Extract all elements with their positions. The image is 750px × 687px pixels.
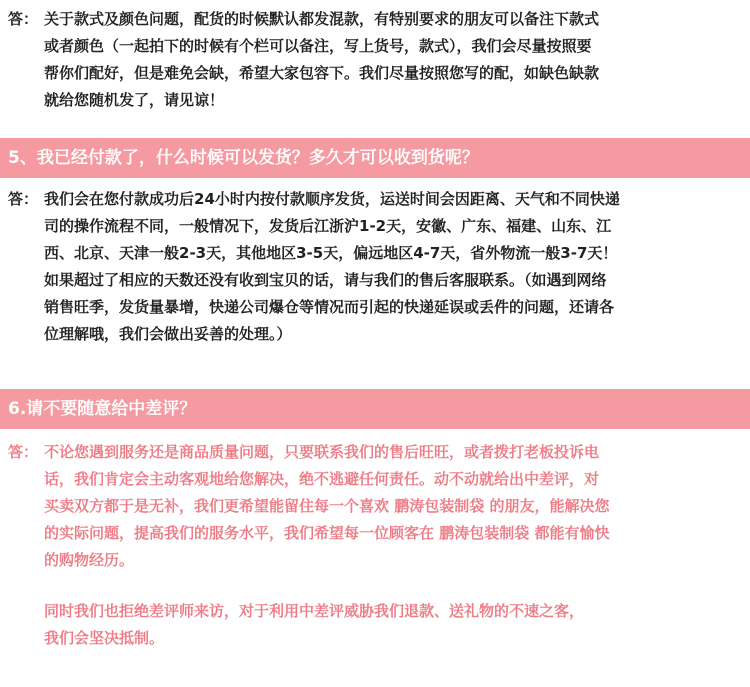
- question-6-title: 6.请不要随意给中差评？: [8, 399, 197, 419]
- answer-4-text: 关于款式及颜色问题，配货的时候默认都发混款，有特别要求的朋友可以备注下款式 或者颜色（一起拍下的时候有个栏可以备注，写上货号，款式），我们会尽量按照要 帮你们配好，但是难免会缺，希望大家包容下。我们尽量按照您写的配，如缺色缺款 就给您随机发了，请见谅！: [44, 10, 600, 109]
- answer-5: [0, 186, 750, 348]
- answer-5-text: 我们会在您付款成功后24小时内按付款顺序发货，运送时间会因距离、天气和不同快递 司的操作流程不同，一般情况下，发货后江浙沪1-2天，安徽、广东、福建、山东、江 西、北京、天津一般2-3天，其他地区3-5天，偏远地区4-7天，省外物流一般3-7天！ 如果超过了相应的天数还没有收到宝贝的话，请与我们的售后客服联系。（如遇到网络 销售旺季，发货量暴增，快递公司爆仓等情况而引起的快递延误或丢件的问题，还请各 位理解哦，我们会做出妥善的处理。）: [44, 190, 620, 343]
- answer-6-text: 不论您遇到服务还是商品质量问题，只要联系我们的售后旺旺，或者拨打老板投诉电 话，我们肯定会主动客观地给您解决，绝不逃避任何责任。动不动就给出中差评，对 买卖双方都于是无补，我们更希望能留住每一个喜欢 鹏涛包装制袋 的朋友，能解决您 的实际问题，提高我们的服务水平，我们希望每一位顾客在 鹏涛包装制袋 都能有愉快 的购物经历。: [44, 443, 610, 569]
- question-5-banner: [0, 138, 750, 178]
- question-6-banner: [0, 389, 750, 429]
- answer-4-label: 答：: [8, 10, 39, 28]
- answer-6-label: 答：: [8, 443, 39, 461]
- answer-4: [0, 6, 750, 114]
- answer-6: [0, 439, 750, 574]
- question-5-title: 5、我已经付款了，什么时候可以发货？多久才可以收到货呢？: [8, 148, 479, 168]
- answer-5-label: 答：: [8, 190, 39, 208]
- answer-6-extra: 同时我们也拒绝差评师来访，对于利用中差评威胁我们退款、送礼物的不速之客， 我们会坚决抵制。: [44, 602, 585, 647]
